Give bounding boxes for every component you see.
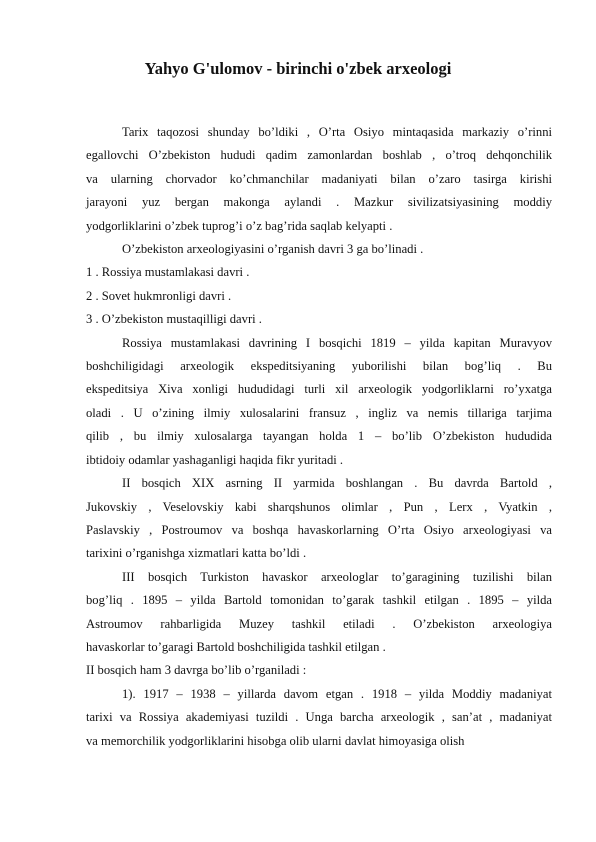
paragraph-line: tarixini o’rganishga xizmatlari katta bo’ldi . [86,546,307,561]
paragraph-line: oladi . U o’zining ilmiy xulosalarini fransuz , ingliz va nemis tillariga tarjima [86,405,552,420]
paragraph-line: tarixi va Rossiya akademiyasi tuzildi . Unga barcha arxeologik , san’at , madaniyat [86,710,552,725]
paragraph [86,261,552,284]
paragraph [86,285,552,308]
paragraph-line: ibtidoiy odamlar yashaganligi haqida fikr yuritadi . [86,452,344,467]
paragraph [86,121,552,238]
paragraph [86,238,552,261]
paragraph-line: II bosqich ham 3 davrga bo’lib o’rganiladi : [86,663,307,678]
paragraph-line: yodgorliklarini o’zbek tuprog’i o’z bag’rida saqlab kelyapti . [86,218,393,233]
page-title: Yahyo G'ulomov - birinchi o'zbek arxeologi [144,59,452,78]
paragraph-line: II bosqich XIX asrning II yarmida boshlangan . Bu davrda Bartold , [122,476,552,491]
paragraph [86,566,552,660]
paragraph-line: 3 . O’zbekiston mustaqilligi davri . [86,312,262,327]
paragraph-line: egallovchi O’zbekiston hududi qadim zamonlardan boshlab , o’troq dehqonchilik [86,148,552,163]
paragraph-line: 2 . Sovet hukmronligi davri . [86,288,232,303]
paragraph-line: Paslavskiy , Postroumov va boshqa havaskorlarning O’rta Osiyo arxeologiyasi va [86,522,552,537]
paragraph [86,659,552,682]
paragraph-line: Rossiya mustamlakasi davrining I bosqichi 1819 – yilda kapitan Muravyov [122,335,552,350]
paragraph-line: ekspeditsiya Xiva xonligi hududidagi turli xil arxeologik yodgorliklarni ro’yxatga [86,382,552,397]
paragraph-line: Jukovskiy , Veselovskiy kabi sharqshunos olimlar , Pun , Lerx , Vyatkin , [86,499,552,514]
paragraph [86,683,552,753]
paragraph-line: va ularning chorvador ko’chmanchilar madaniyati bilan o’zaro tasirga kirishi [86,171,552,186]
paragraph-line: bog’liq . 1895 – yilda Bartold tomonidan to’garak tashkil etilgan . 1895 – yilda [86,593,552,608]
paragraph-line: jarayoni yuz bergan makonga aylandi . Mazkur sivilizatsiyasining moddiy [86,195,552,210]
paragraph [86,332,552,472]
paragraph [86,308,552,331]
paragraph [86,472,552,566]
paragraph-line: O’zbekiston arxeologiyasini o’rganish davri 3 ga bo’linadi . [122,242,424,257]
paragraph-line: 1). 1917 – 1938 – yillarda davom etgan . 1918 – yilda Moddiy madaniyat [122,686,552,701]
paragraph-line: qilib , bu ilmiy xulosalarga tayangan holda 1 – bo’lib O’zbekiston hududida [86,429,552,444]
paragraph-line: boshchiligidagi arxeologik ekspeditsiyaning yuborilishi bilan bog’liq . Bu [86,359,552,374]
paragraph-line: III bosqich Turkiston havaskor arxeologlar to’garagining tuzilishi bilan [122,569,552,584]
paragraph-line: Tarix taqozosi shunday bo’ldiki , O’rta Osiyo mintaqasida markaziy o’rinni [122,125,552,139]
paragraph-line: va memorchilik yodgorliklarini hisobga olib ularni davlat himoyasiga olish [86,733,465,748]
document-body [86,121,552,753]
paragraph-line: Astroumov rahbarligida Muzey tashkil etiladi . O’zbekiston arxeologiya [86,616,552,631]
paragraph-line: havaskorlar to’garagi Bartold boshchiligida tashkil etilgan . [86,639,386,654]
paragraph-line: 1 . Rossiya mustamlakasi davri . [86,265,250,280]
